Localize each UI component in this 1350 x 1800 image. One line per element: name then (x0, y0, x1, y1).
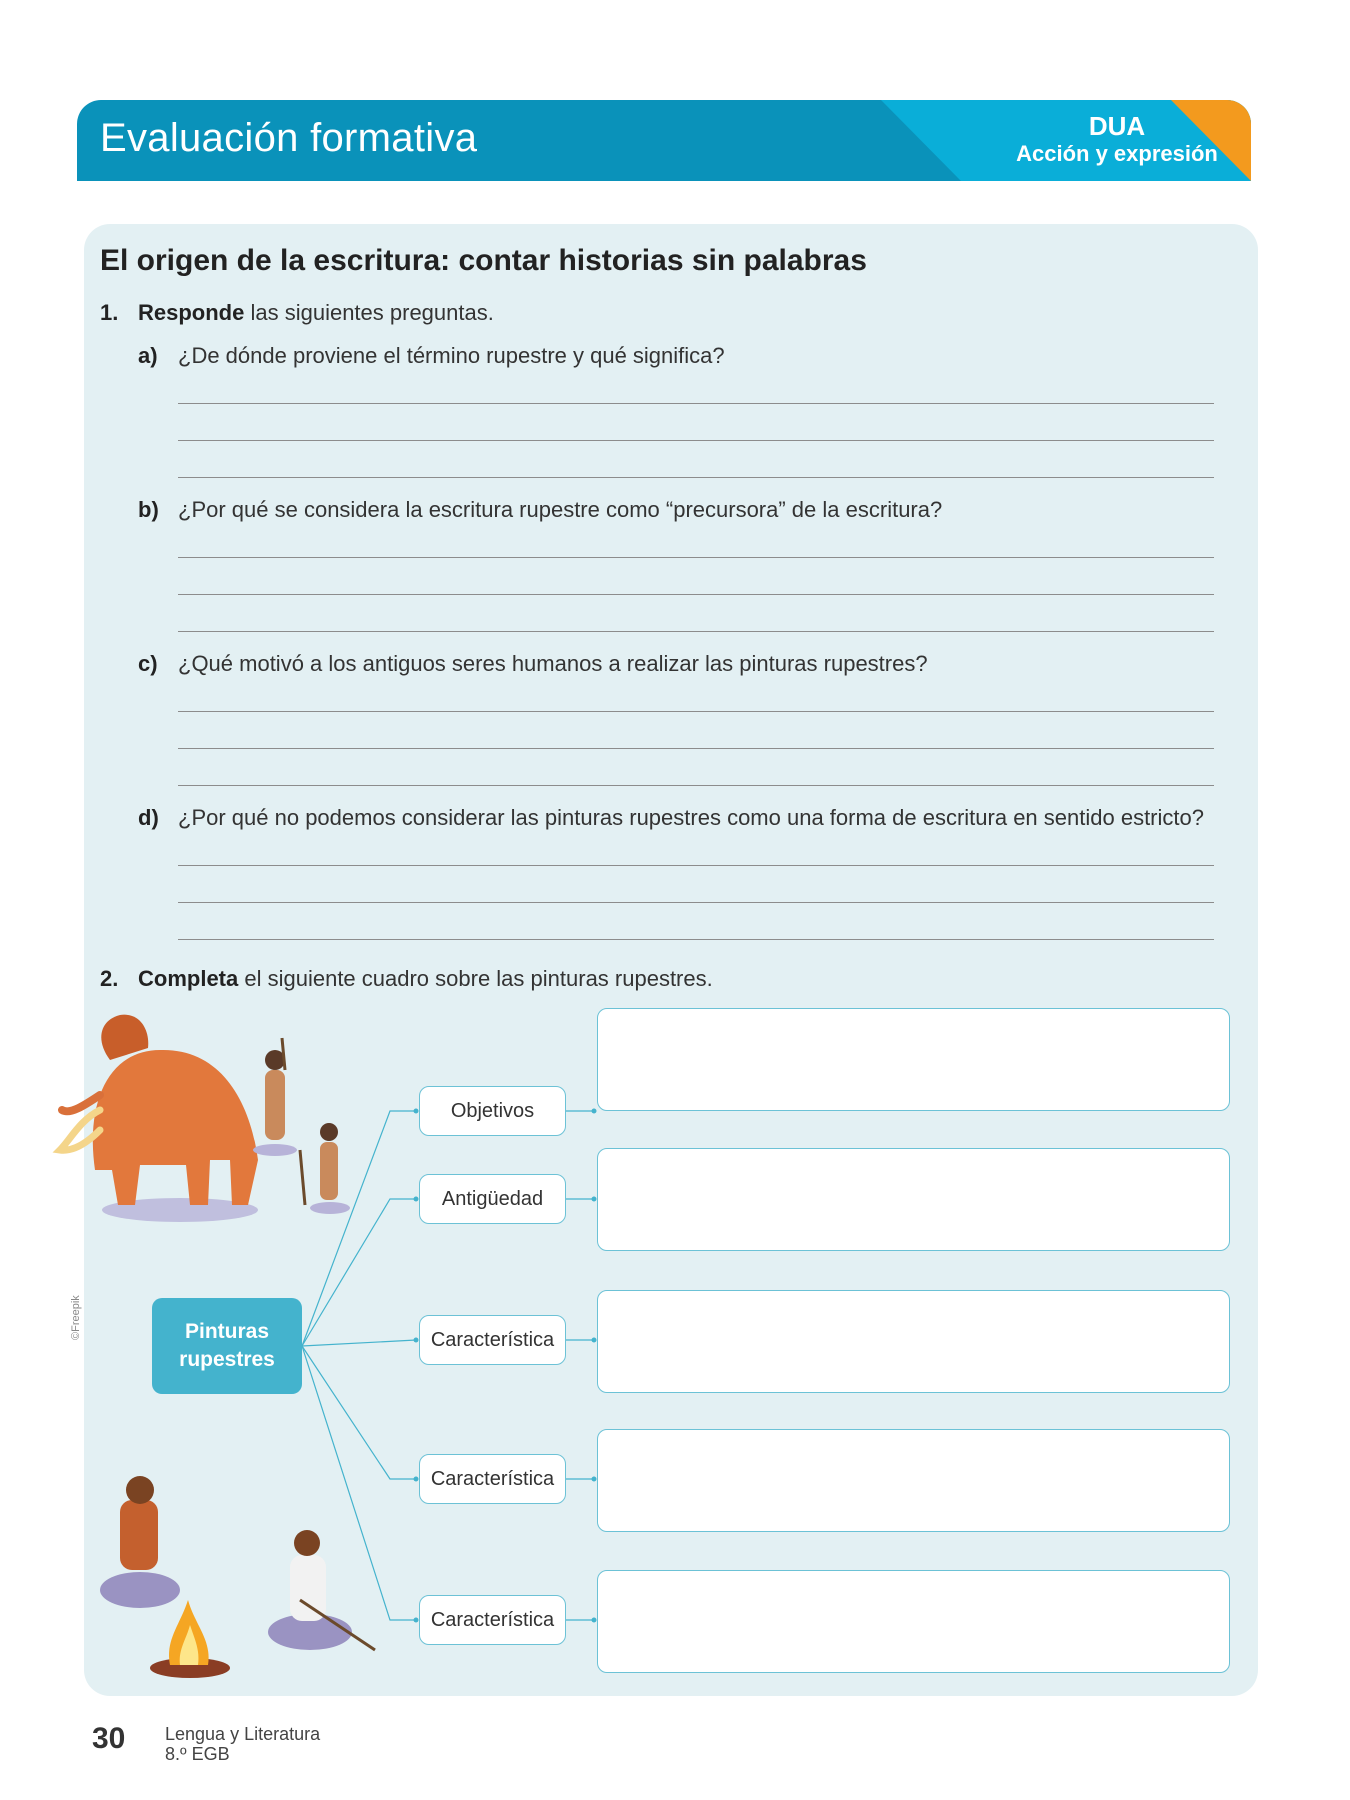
answer-line[interactable] (178, 557, 1214, 558)
answer-line[interactable] (178, 477, 1214, 478)
page-number: 30 (92, 1722, 126, 1755)
subquestion-a (138, 343, 725, 369)
center-node-line2: rupestres (179, 1348, 275, 1371)
subject-grade: 8.º EGB (165, 1744, 230, 1764)
answer-box-caracteristica-2[interactable] (597, 1429, 1230, 1532)
header-banner (77, 100, 1251, 181)
subquestion-d (138, 805, 1204, 831)
dua-title: DUA (1088, 111, 1146, 141)
answer-box-objetivos[interactable] (597, 1008, 1230, 1111)
image-credit: ©Freepik (70, 1295, 82, 1340)
footer-subject (165, 1724, 320, 1764)
branch-label-caracteristica-1: Característica (419, 1315, 566, 1365)
branch-label-objetivos: Objetivos (419, 1086, 566, 1136)
question-number: 2. (100, 966, 119, 991)
question-verb: Responde (138, 300, 245, 325)
center-node-line1: Pinturas (184, 1320, 270, 1343)
answer-line[interactable] (178, 711, 1214, 712)
subquestion-letter: b) (138, 497, 159, 522)
question-text: el siguiente cuadro sobre las pinturas rupestres. (238, 966, 713, 991)
answer-line[interactable] (178, 594, 1214, 595)
answer-line[interactable] (178, 440, 1214, 441)
answer-box-caracteristica-1[interactable] (597, 1290, 1230, 1393)
answer-line[interactable] (178, 902, 1214, 903)
subquestion-text: ¿Qué motivó a los antiguos seres humanos a realizar las pinturas rupestres? (178, 651, 928, 676)
answer-box-caracteristica-3[interactable] (597, 1570, 1230, 1673)
subquestion-b (138, 497, 942, 523)
answer-line[interactable] (178, 403, 1214, 404)
branch-label-antiguedad: Antigüedad (419, 1174, 566, 1224)
section-title: El origen de la escritura: contar historias sin palabras (100, 244, 867, 277)
branch-label-caracteristica-3: Característica (419, 1595, 566, 1645)
dua-badge (937, 112, 1251, 168)
subject-name: Lengua y Literatura (165, 1724, 321, 1744)
subquestion-letter: d) (138, 805, 159, 830)
answer-line[interactable] (178, 631, 1214, 632)
center-node-pinturas-rupestres (152, 1298, 302, 1394)
subquestion-text: ¿De dónde proviene el término rupestre y qué significa? (178, 343, 725, 368)
subquestion-c (138, 651, 928, 677)
answer-line[interactable] (178, 939, 1214, 940)
answer-line[interactable] (178, 865, 1214, 866)
question-1 (100, 300, 494, 326)
question-verb: Completa (138, 966, 239, 991)
branch-label-caracteristica-2: Característica (419, 1454, 566, 1504)
subquestion-text: ¿Por qué se considera la escritura rupestre como “precursora” de la escritura? (178, 497, 943, 522)
answer-line[interactable] (178, 748, 1214, 749)
subquestion-letter: a) (138, 343, 158, 368)
question-text: las siguientes preguntas. (244, 300, 494, 325)
answer-box-antiguedad[interactable] (597, 1148, 1230, 1251)
answer-line[interactable] (178, 785, 1214, 786)
question-number: 1. (100, 300, 119, 325)
subquestion-letter: c) (138, 651, 158, 676)
page-title: Evaluación formativa (100, 116, 478, 160)
subquestion-text: ¿Por qué no podemos considerar las pinturas rupestres como una forma de escritura en sentido estricto? (178, 805, 1204, 830)
question-2 (100, 966, 713, 992)
dua-subtitle: Acción y expresión (1016, 141, 1218, 166)
